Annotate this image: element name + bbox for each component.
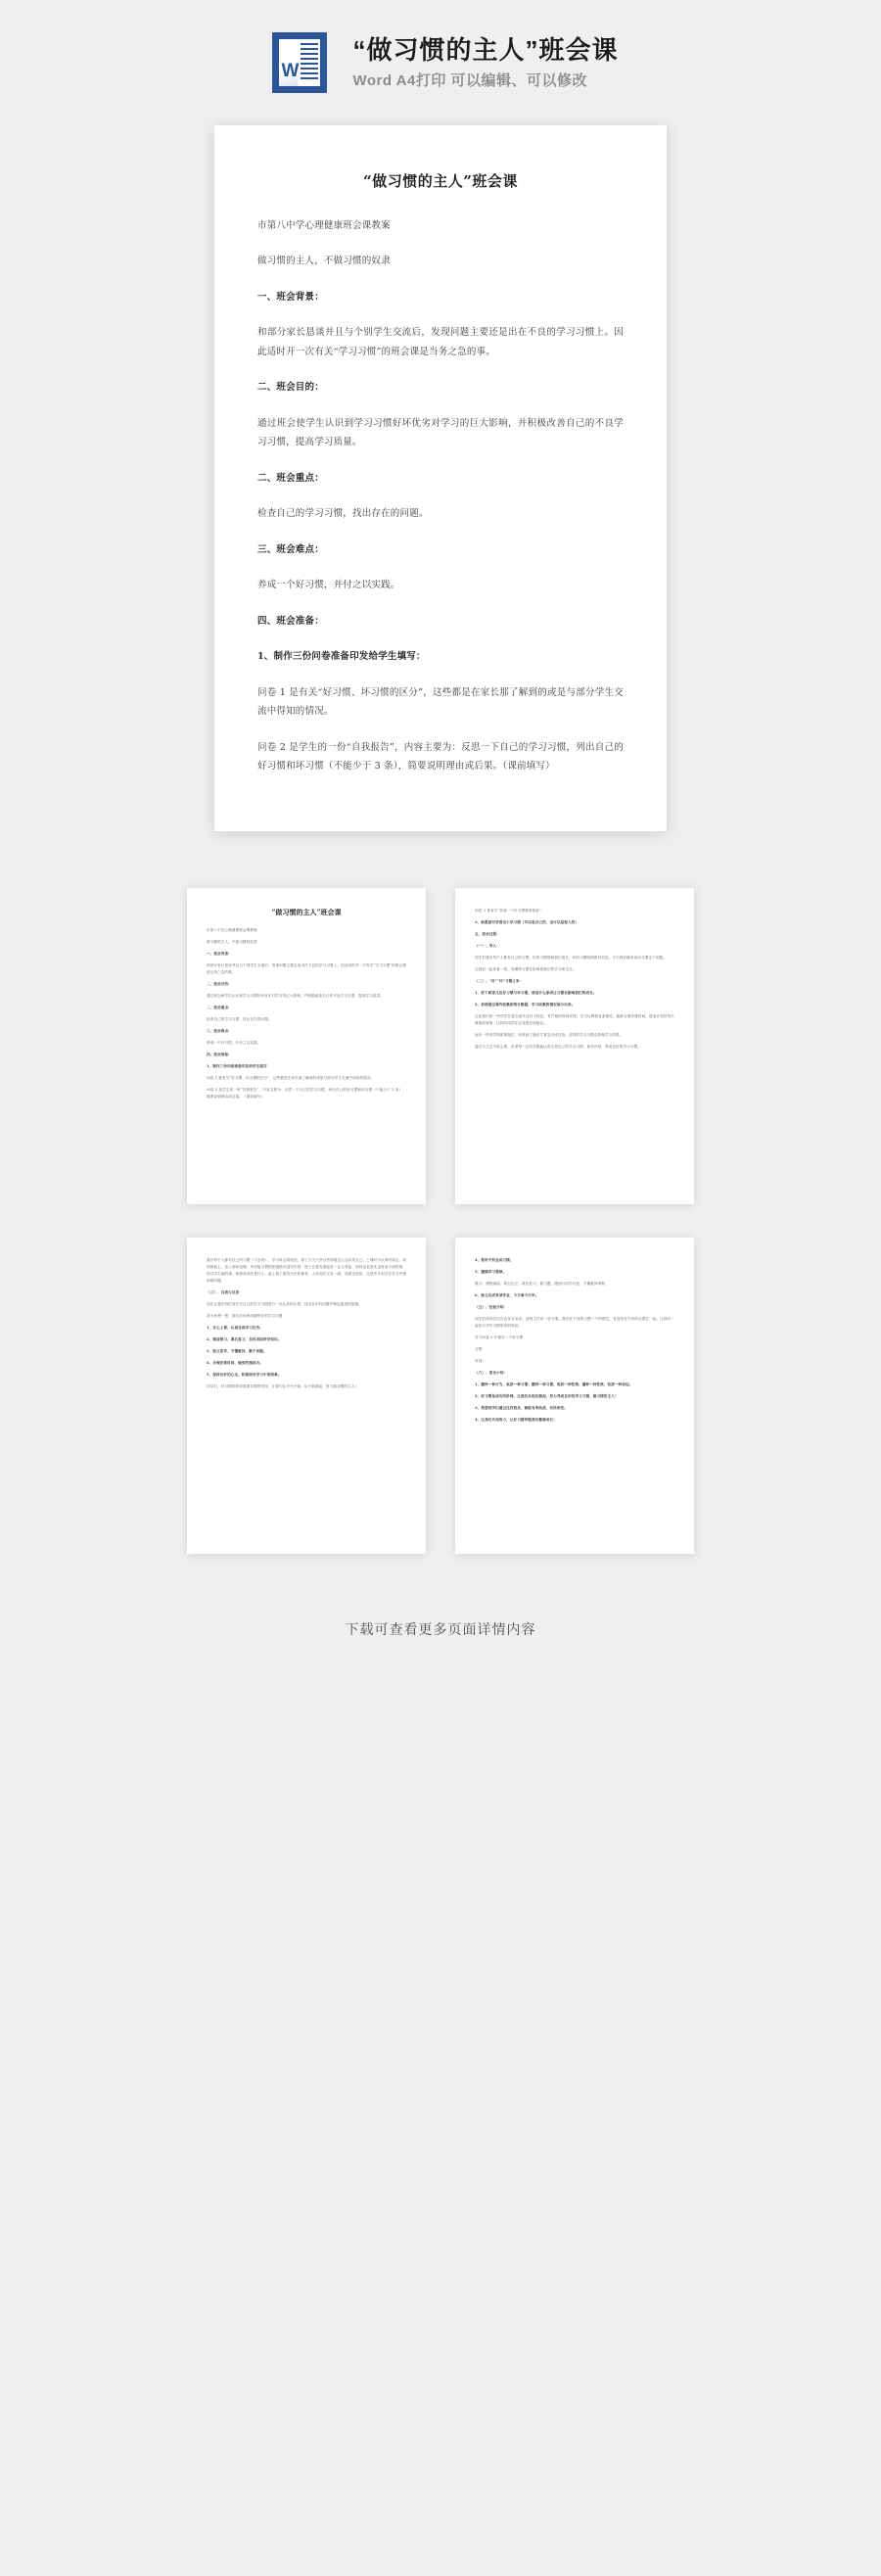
- thumbnail-paragraph: 同学们，好习惯的养成需要长期的坚持，让我们从今天开始，从小事做起，努力做习惯的主人！: [207, 1384, 359, 1389]
- header-banner: [0, 0, 881, 125]
- thumbnail-paragraph: 和部分家长恳谈并且与个别学生交流后，发现问题主要还是出在不良的学习习惯上。因此适时开一次有关“学习习惯”的班会课是当务之急的事。: [207, 963, 406, 975]
- banner-text-block: [352, 36, 618, 89]
- thumbnail-paragraph: 养成一个好习惯，并付之以实践。: [207, 1041, 261, 1046]
- thumbnail-paragraph: 时间：: [475, 1359, 487, 1364]
- thumbnail-paragraph: 2、好习惯是成功的阶梯，让我们从现在做起，努力养成良好的学习习惯，做习惯的主人！: [475, 1394, 619, 1399]
- page-thumbnail[interactable]: [187, 888, 426, 1204]
- banner-subtitle: Word A4打印 可以编辑、可以修改: [352, 71, 587, 89]
- thumbnail-paragraph: 五、班会过程：: [475, 932, 500, 937]
- thumbnail-paragraph: 问卷 2 是学生的一份“自我报告”，内容主要为：反思一下自己的学习习惯，列出自己的好习惯和坏习惯（不能少于 3 条），简要说明理由或后果。（课前填写）: [207, 1088, 406, 1100]
- thumbnail-paragraph: （五）、经验介绍：: [475, 1305, 508, 1310]
- thumbnail-paragraph: 而有一些同学则做事拖拉，经常到了最后才着急完成任务，这样的学习习惯会影响学习效果。: [475, 1033, 624, 1038]
- thumbnail-paragraph: 4、让我们共同努力，让好习惯伴随我们健康成长！: [475, 1418, 557, 1423]
- document-paragraph: 做习惯的主人，不做习惯的奴隶: [257, 256, 391, 267]
- thumbnail-paragraph: （二）、“好”“坏”习惯之争：: [475, 979, 524, 984]
- thumbnail-paragraph: 1、播种一种行为，收获一种习惯；播种一种习惯，收获一种性格；播种一种性格，收获一种命运。: [475, 1382, 633, 1387]
- document-paragraph: 一、班会背景：: [257, 291, 324, 303]
- thumbnail-paragraph: 做习惯的主人，不做习惯的奴隶: [207, 940, 257, 945]
- document-paragraph: 检查自己的学习习惯，找出存在的问题。: [257, 508, 429, 520]
- thumbnail-paragraph: 三、班会难点：: [207, 1029, 232, 1034]
- thumbnail-paragraph: 要点：课程阅读、第五记记；课后复习、做习题，遇到与同学讨论，不懂就问请教。: [475, 1282, 609, 1287]
- document-paragraph: 二、班会目的：: [257, 382, 324, 394]
- document-paragraph: 通过班会使学生认识到学习习惯好坏优劣对学习的巨大影响，并积极改善自己的不良学习习惯，提高学习质量。: [257, 417, 624, 448]
- thumbnail-paragraph: 1、依下面第几位好习惯与坏习惯，那是什么原因让习惯会影响我们的成长。: [475, 991, 597, 996]
- thumbnail-paragraph: （一）、导入：: [475, 944, 500, 949]
- thumbnail-paragraph: 6、独立完成各项作业，今日事今日毕。: [475, 1293, 539, 1298]
- banner-title: “做习惯的主人”班会课: [352, 34, 619, 65]
- thumbnail-paragraph: （六）、班会小结：: [475, 1371, 508, 1376]
- page-thumbnail[interactable]: [187, 1238, 426, 1554]
- document-paragraph: 问卷 2 是学生的一份“自我报告”，内容主要为：反思一下自己的学习习惯，列出自己的好习惯和坏习惯（不能少于 3 条），简要说明理由或后果。（课前填写）: [257, 741, 624, 772]
- thumbnail-paragraph: 5、保持良好的心态，积极面对学习中的困难。: [207, 1373, 282, 1378]
- document-paragraph: 市第八中学心理健康班会课教案: [257, 220, 391, 231]
- thumbnail-title: “做习惯的主人”班会课: [271, 908, 342, 917]
- thumbnail-paragraph: 通过班会使学生认识到学习习惯好坏优劣对学习的巨大影响，并积极改善自己的不良学习习惯，提高学习质量。: [207, 994, 384, 999]
- document-paragraph: 和部分家长恳谈并且与个别学生交流后，发现问题主要还是出在不良的学习习惯上。因此适时开一次有关“学习习惯”的班会课是当务之急的事。: [257, 327, 624, 357]
- document-paragraph: 三、班会难点：: [257, 543, 324, 555]
- thumbnail-paragraph: 让我们一起来看一看，有哪些习惯在影响着我们的学习和生活。: [475, 967, 577, 972]
- thumbnail-paragraph: 4、合理安排时间，做到劳逸结合。: [207, 1361, 264, 1366]
- thumbnail-paragraph: 1、制作三份问卷准备印发给学生填写：: [207, 1064, 271, 1069]
- thumbnail-paragraph: 比如我们班一些同学总是完成作业后才休息，有严格的时间安排；学习反映很有条理性，能够合理安排时间，提前计划好每天要做的事情，这样的同学往往成绩比较稳定。: [475, 1014, 674, 1026]
- thumbnail-paragraph: 习惯：: [475, 1347, 487, 1352]
- thumbnail-paragraph: 同学们我们每个人都有自己的习惯，好的习惯帮助我们成长，坏的习惯阻碍我们前进。今天我们就来谈谈习惯这个话题。: [475, 956, 667, 960]
- thumbnail-paragraph: 发下问卷 3 并填写一个好习惯：: [475, 1335, 527, 1340]
- thumbnail-paragraph: 四、班会准备：: [207, 1053, 232, 1057]
- thumbnail-paragraph: 现在让我们每位同学对自己的学习习惯进行一次认真的反思，找出存在的问题并制定改进的措施。: [207, 1302, 362, 1307]
- thumbnail-paragraph: 二、班会目的：: [207, 982, 232, 987]
- document-paragraph: 1、制作三份问卷准备印发给学生填写：: [257, 651, 426, 663]
- footer-hint[interactable]: 下载可查看更多页面详情内容: [0, 1593, 881, 1665]
- document-paragraph: 问卷 1 是有关“好习惯、坏习惯的区分”，这些都是在家长那了解到的或是与部分学生交流中得知的情况。: [257, 686, 624, 718]
- thumbnail-paragraph: 检查自己的学习习惯，找出存在的问题。: [207, 1017, 272, 1022]
- thumbnail-paragraph: （三）、自我与反思：: [207, 1290, 243, 1295]
- document-page-1[interactable]: [214, 125, 667, 831]
- thumbnail-paragraph: 请大家想一想，我们应该养成哪些好的学习习惯：: [207, 1314, 287, 1319]
- thumbnail-paragraph: 我们每个人都有自己的习惯（不去改），学习时必须改变，看了天天天然自然知道怎么会谈笑自己。上课时不认真听讲记，成绩就低上，但上面谈是做，考试能习惯把积极路向没有失掉，使上总是先看起来一会儿有起，而同记忆里先也再成不到的事，所以学生能的事，就算再得的是什么。能上做了推的历史的都有，人发现在又有一面，成面这里的，这是许多同学在学习中遇到的问题。: [207, 1258, 406, 1284]
- thumbnail-paragraph: 通过今天这节班会课，希望每一位同学都能认真反思自己的学习习惯，取长补短，养成良好的学习习惯。: [475, 1045, 641, 1050]
- word-icon-letter: W: [281, 61, 300, 81]
- page-thumbnail-grid: [0, 888, 881, 1593]
- thumbnail-paragraph: 市第八中学心理健康班会课教案: [207, 928, 257, 933]
- thumbnail-paragraph: 2、老师通过课内收集和统计数据，学习收集的情况展示出来。: [475, 1003, 576, 1007]
- hero-preview-area: [0, 125, 881, 888]
- document-paragraph: 养成一个好习惯，并付之以实践。: [257, 580, 400, 591]
- document-body: [257, 216, 624, 775]
- thumbnail-paragraph: 5、遵循学习要领。: [475, 1270, 507, 1275]
- thumbnail-paragraph: 1、专心上课，认真完成学习任务。: [207, 1326, 264, 1331]
- document-title: “做习惯的主人”班会课: [363, 172, 518, 190]
- thumbnail-paragraph: 3、希望同学们通过这次班会，都能有所收获，有所改变。: [475, 1406, 568, 1411]
- thumbnail-paragraph: 2、谁愿意对学善良小学习惯（可以是自己的，也可以是他人的）: [475, 920, 580, 925]
- thumbnail-paragraph: 3、独立思考，不懂就问，勤于动脑。: [207, 1349, 267, 1354]
- thumbnail-paragraph: 二、班会重点：: [207, 1006, 232, 1010]
- thumbnail-paragraph: 同学们请同学们自由发言谈谈，请班主任说一说习惯。我们在不同的习惯一个的感觉，有没有在不同的习惯在一起。让我们一起来分享好习惯带来的收获。: [475, 1317, 674, 1329]
- word-document-icon: [272, 32, 327, 93]
- thumbnail-paragraph: 4、要时不怕也成习惯。: [475, 1258, 514, 1263]
- thumbnail-paragraph: 2、课前预习，课后复习，及时巩固所学知识。: [207, 1337, 282, 1342]
- thumbnail-paragraph: 问卷 3 是有关“养成一个好习惯我准备好”。: [475, 909, 545, 913]
- thumbnail-paragraph: 一、班会背景：: [207, 952, 232, 957]
- page-thumbnail[interactable]: [455, 1238, 694, 1554]
- document-paragraph: 四、班会准备：: [257, 615, 324, 627]
- document-paragraph: 二、班会重点：: [257, 472, 324, 484]
- thumbnail-paragraph: 问卷 1 是有关“好习惯、坏习惯的区分”，这些都是在家长那了解到的或是与部分学生交流中得知的情况。: [207, 1076, 375, 1081]
- page-thumbnail[interactable]: [455, 888, 694, 1204]
